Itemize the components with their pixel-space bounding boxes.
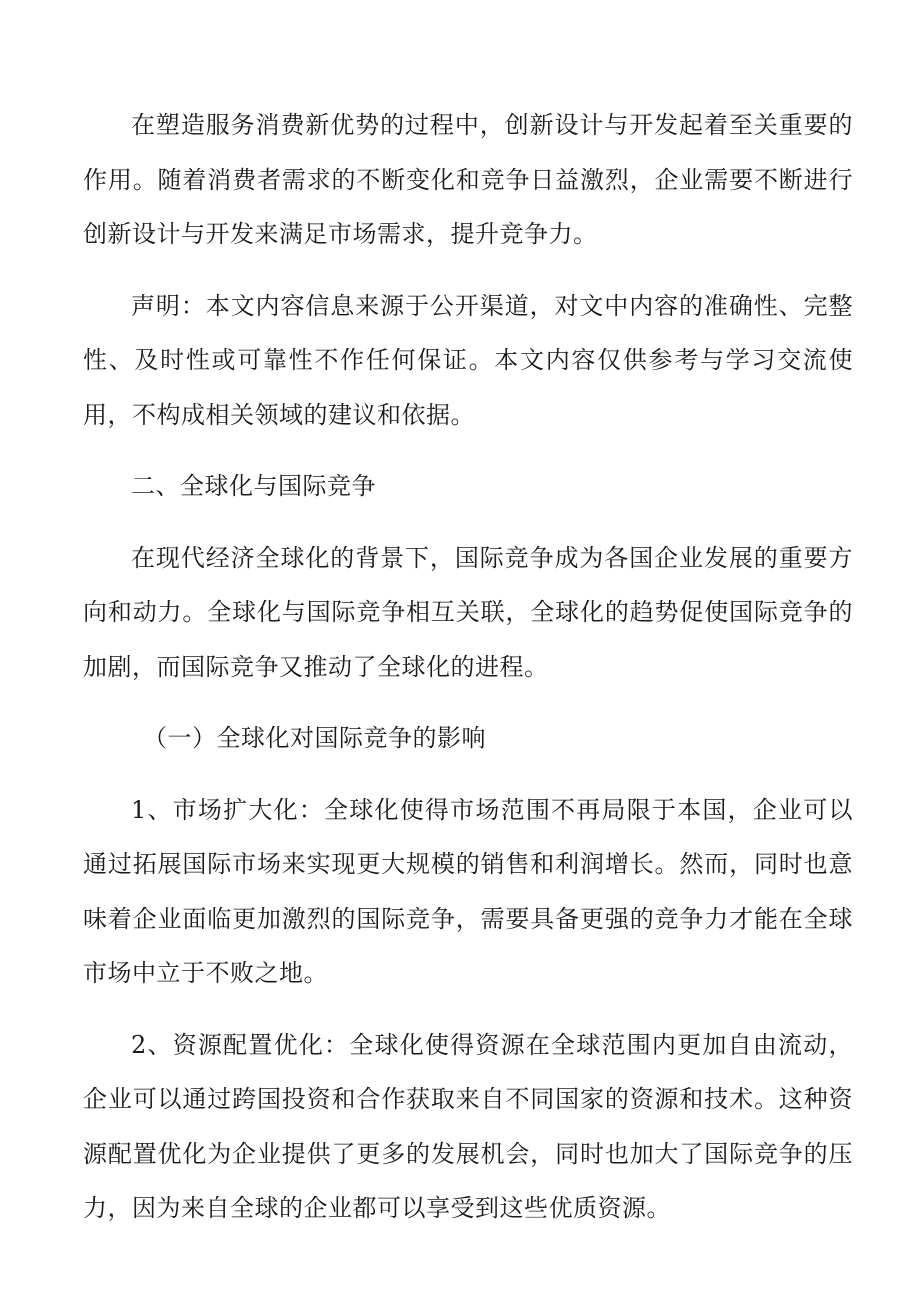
intro-paragraph: 在塑造服务消费新优势的过程中，创新设计与开发起着至关重要的作用。随着消费者需求的不断变化和竞争日益激烈，企业需要不断进行创新设计与开发来满足市场需求，提升竞争力。 [83,111,853,248]
document-page [83,98,853,1253]
disclaimer-paragraph: 声明：本文内容信息来源于公开渠道，对文中内容的准确性、完整性、及时性或可靠性不作任何保证。本文内容仅供参考与学习交流使用，不构成相关领域的建议和依据。 [83,291,853,429]
point-1-paragraph: 1、市场扩大化：全球化使得市场范围不再局限于本国，企业可以通过拓展国际市场来实现更大规模的销售和利润增长。然而，同时也意味着企业面临更加激烈的国际竞争，需要具备更强的竞争力才能在全球市场中立于不败之地。 [83,795,853,987]
section-heading: 二、全球化与国际竞争 [131,472,376,500]
subsection-heading: （一）全球化对国际竞争的影响 [143,724,486,752]
section-intro-paragraph: 在现代经济全球化的背景下，国际竞争成为各国企业发展的重要方向和动力。全球化与国际竞争相互关联，全球化的趋势促使国际竞争的加剧，而国际竞争又推动了全球化的进程。 [83,543,853,681]
point-2-paragraph: 2、资源配置优化：全球化使得资源在全球范围内更加自由流动，企业可以通过跨国投资和合作获取来自不同国家的资源和技术。这种资源配置优化为企业提供了更多的发展机会，同时也加大了国际竞争的压力，因为来自全球的企业都可以享受到这些优质资源。 [83,1030,853,1222]
